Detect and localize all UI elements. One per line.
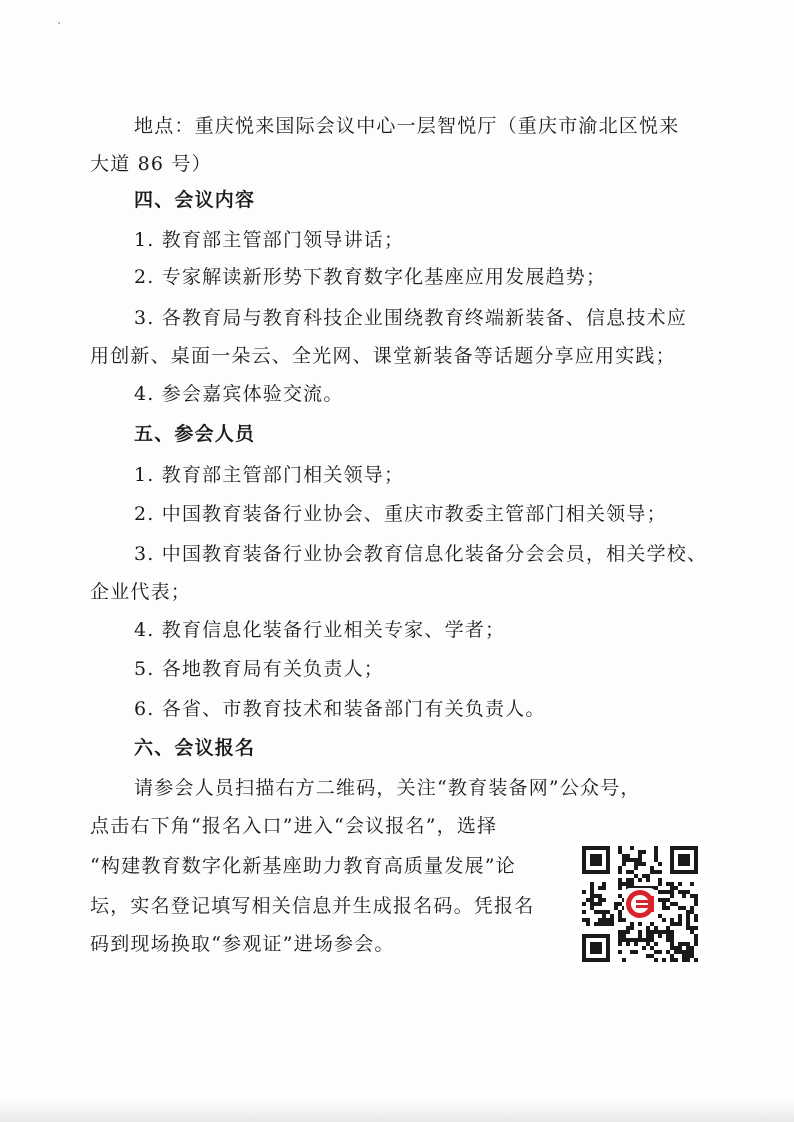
qr-module	[670, 930, 674, 934]
qr-module	[618, 878, 622, 882]
qr-module	[618, 918, 622, 922]
qr-code-icon	[578, 842, 702, 966]
qr-module	[626, 854, 630, 858]
qr-module	[610, 922, 614, 926]
qr-module	[582, 902, 586, 906]
qr-module	[694, 958, 698, 962]
qr-module	[582, 910, 586, 914]
qr-module	[598, 894, 602, 898]
qr-module	[670, 902, 674, 906]
qr-module	[690, 950, 694, 954]
qr-module	[606, 910, 610, 914]
qr-module	[646, 934, 650, 938]
section-6-line: “构建教育数字化新基座助力教育高质量发展”论	[90, 855, 516, 877]
qr-module	[678, 882, 682, 886]
qr-module	[634, 858, 638, 862]
qr-module	[590, 902, 594, 906]
qr-module	[638, 922, 642, 926]
qr-module	[630, 938, 634, 942]
qr-module	[666, 938, 670, 942]
qr-module	[618, 866, 622, 870]
qr-module	[666, 926, 670, 930]
qr-module	[590, 890, 594, 894]
qr-module	[602, 886, 606, 890]
qr-module	[602, 910, 606, 914]
qr-module	[626, 942, 630, 946]
qr-module	[622, 938, 626, 942]
qr-module	[650, 922, 654, 926]
location-line-2: 大道 86 号）	[90, 153, 212, 175]
qr-module	[642, 938, 646, 942]
qr-module	[682, 894, 686, 898]
qr-module	[674, 902, 678, 906]
qr-module	[690, 910, 694, 914]
section-5-heading: 五、参会人员	[134, 423, 256, 445]
qr-module	[626, 930, 630, 934]
qr-module	[594, 902, 598, 906]
qr-module	[670, 894, 674, 898]
location-line-1: 地点：重庆悦来国际会议中心一层智悦厅（重庆市渝北区悦来	[134, 115, 680, 137]
qr-module	[614, 902, 618, 906]
qr-module	[682, 942, 686, 946]
qr-module	[678, 942, 682, 946]
qr-module	[662, 930, 666, 934]
qr-module	[670, 938, 674, 942]
qr-module	[678, 906, 682, 910]
qr-module	[694, 926, 698, 930]
qr-module	[590, 906, 594, 910]
qr-module	[666, 950, 670, 954]
qr-module	[682, 954, 686, 958]
qr-module	[658, 898, 662, 902]
qr-module	[662, 890, 666, 894]
qr-module	[678, 890, 682, 894]
qr-module	[658, 930, 662, 934]
qr-module	[594, 910, 598, 914]
scan-speck	[58, 22, 60, 24]
qr-module	[682, 890, 686, 894]
qr-module	[686, 918, 690, 922]
qr-module	[658, 862, 662, 866]
qr-module	[674, 946, 678, 950]
qr-module	[662, 906, 666, 910]
section-4-item: 4. 参会嘉宾体验交流。	[134, 383, 344, 405]
qr-module	[662, 918, 666, 922]
qr-module	[650, 866, 654, 870]
qr-module	[618, 942, 622, 946]
qr-module	[602, 918, 606, 922]
qr-module	[686, 910, 690, 914]
qr-module	[622, 862, 626, 866]
qr-module	[606, 922, 610, 926]
qr-module	[638, 878, 642, 882]
qr-module	[630, 882, 634, 886]
section-5-item-continued: 企业代表；	[90, 581, 192, 603]
qr-module	[674, 922, 678, 926]
qr-module	[666, 882, 670, 886]
qr-module	[638, 854, 642, 858]
qr-module	[674, 950, 678, 954]
qr-module	[694, 942, 698, 946]
qr-module	[650, 934, 654, 938]
qr-module	[590, 882, 594, 886]
qr-module	[690, 930, 694, 934]
qr-module	[670, 934, 674, 938]
section-6-line: 请参会人员扫描右方二维码，关注“教育装备网”公众号，	[134, 777, 641, 799]
section-4-item: 2. 专家解读新形势下教育数字化基座应用发展趋势；	[134, 266, 607, 288]
qr-module	[682, 958, 686, 962]
qr-module	[634, 938, 638, 942]
qr-module	[598, 902, 602, 906]
section-4-item: 1. 教育部主管部门领导讲话；	[134, 229, 405, 251]
qr-module	[586, 918, 590, 922]
qr-module	[674, 958, 678, 962]
qr-module	[662, 958, 666, 962]
qr-module	[674, 886, 678, 890]
qr-module	[618, 846, 622, 850]
qr-module	[634, 942, 638, 946]
qr-module	[618, 886, 622, 890]
qr-module	[686, 954, 690, 958]
qr-module	[670, 922, 674, 926]
qr-module	[670, 890, 674, 894]
qr-module	[626, 938, 630, 942]
qr-module	[630, 870, 634, 874]
qr-module	[646, 954, 650, 958]
qr-module	[598, 886, 602, 890]
qr-module	[642, 862, 646, 866]
qr-module	[622, 858, 626, 862]
qr-module	[686, 914, 690, 918]
qr-module	[638, 858, 642, 862]
qr-module	[634, 862, 638, 866]
qr-module	[618, 950, 622, 954]
qr-module	[654, 942, 658, 946]
qr-module	[626, 926, 630, 930]
qr-module	[658, 890, 662, 894]
qr-module	[654, 850, 658, 854]
page-edge-shadow	[0, 1098, 794, 1122]
qr-module	[662, 898, 666, 902]
section-5-item: 1. 教育部主管部门相关领导；	[134, 464, 405, 486]
qr-module	[678, 914, 682, 918]
qr-module	[638, 850, 642, 854]
qr-module	[686, 890, 690, 894]
qr-module	[582, 918, 586, 922]
qr-module	[602, 922, 606, 926]
qr-module	[690, 954, 694, 958]
qr-module	[678, 922, 682, 926]
qr-module	[618, 938, 622, 942]
qr-module	[666, 934, 670, 938]
qr-module	[642, 946, 646, 950]
qr-module	[630, 846, 634, 850]
section-4-heading: 四、会议内容	[134, 189, 256, 211]
section-5-item: 4. 教育信息化装备行业相关专家、学者；	[134, 619, 506, 641]
qr-module	[658, 870, 662, 874]
qr-module	[598, 910, 602, 914]
qr-module	[670, 946, 674, 950]
qr-module	[646, 930, 650, 934]
section-6-line: 码到现场换取“参观证”进场参会。	[90, 933, 395, 955]
qr-module	[686, 950, 690, 954]
qr-module	[634, 874, 638, 878]
qr-module	[590, 894, 594, 898]
qr-module	[658, 878, 662, 882]
qr-module	[630, 926, 634, 930]
qr-module	[634, 866, 638, 870]
qr-module	[690, 946, 694, 950]
section-4-item-continued: 用创新、桌面一朵云、全光网、课堂新装备等话题分享应用实践；	[90, 345, 676, 367]
qr-module	[682, 950, 686, 954]
section-6-heading: 六、会议报名	[134, 737, 256, 759]
qr-module	[646, 938, 650, 942]
qr-module	[658, 950, 662, 954]
qr-module	[594, 894, 598, 898]
qr-module	[694, 898, 698, 902]
qr-module	[618, 882, 622, 886]
qr-module	[658, 934, 662, 938]
qr-module	[634, 950, 638, 954]
qr-module	[598, 898, 602, 902]
section-6-line: 点击右下角“报名入口”进入“会议报名”，选择	[90, 815, 498, 837]
qr-module	[694, 902, 698, 906]
qr-module	[610, 918, 614, 922]
qr-module	[694, 894, 698, 898]
qr-module	[638, 862, 642, 866]
section-6-line: 坛，实名登记填写相关信息并生成报名码。凭报名	[90, 895, 535, 917]
qr-module	[690, 926, 694, 930]
qr-module	[666, 906, 670, 910]
qr-module	[602, 882, 606, 886]
qr-module	[678, 918, 682, 922]
qr-module	[650, 930, 654, 934]
qr-module	[650, 870, 654, 874]
qr-module	[622, 930, 626, 934]
qr-module	[638, 930, 642, 934]
qr-module	[670, 942, 674, 946]
qr-module	[598, 922, 602, 926]
qr-module	[682, 906, 686, 910]
qr-module	[686, 958, 690, 962]
qr-module	[654, 926, 658, 930]
qr-module	[686, 926, 690, 930]
qr-module	[666, 930, 670, 934]
qr-module	[670, 918, 674, 922]
qr-module	[606, 918, 610, 922]
qr-module	[622, 854, 626, 858]
qr-module	[582, 890, 586, 894]
qr-module	[622, 882, 626, 886]
qr-module	[678, 950, 682, 954]
qr-module	[670, 882, 674, 886]
qr-module	[690, 894, 694, 898]
qr-module	[694, 918, 698, 922]
qr-module	[654, 854, 658, 858]
qr-module	[654, 858, 658, 862]
qr-module	[610, 914, 614, 918]
qr-module	[586, 898, 590, 902]
qr-module	[666, 890, 670, 894]
qr-module	[594, 922, 598, 926]
qr-module	[618, 902, 622, 906]
qr-module	[618, 914, 622, 918]
qr-module	[598, 918, 602, 922]
qr-module	[650, 938, 654, 942]
qr-module	[694, 914, 698, 918]
section-5-item: 2. 中国教育装备行业协会、重庆市教委主管部门相关领导；	[134, 503, 667, 525]
qr-module	[618, 934, 622, 938]
qr-module	[654, 886, 658, 890]
section-5-item: 5. 各地教育局有关负责人；	[134, 658, 384, 680]
qr-module	[662, 902, 666, 906]
qr-module	[646, 874, 650, 878]
qr-module	[590, 898, 594, 902]
qr-module	[626, 858, 630, 862]
qr-module	[686, 922, 690, 926]
qr-module	[626, 878, 630, 882]
qr-module	[694, 938, 698, 942]
qr-module	[618, 910, 622, 914]
qr-module	[630, 878, 634, 882]
qr-module	[654, 950, 658, 954]
qr-module	[694, 934, 698, 938]
section-5-item: 3. 中国教育装备行业协会教育信息化装备分会会员，相关学校、	[134, 543, 708, 565]
qr-module	[618, 850, 622, 854]
qr-module	[646, 942, 650, 946]
qr-module	[654, 958, 658, 962]
qr-module	[638, 938, 642, 942]
qr-module	[626, 870, 630, 874]
qr-module	[658, 914, 662, 918]
qr-module	[646, 926, 650, 930]
qr-module	[642, 874, 646, 878]
qr-module	[650, 946, 654, 950]
qr-module	[638, 934, 642, 938]
qr-module	[630, 950, 634, 954]
qr-module	[686, 946, 690, 950]
qr-module	[622, 918, 626, 922]
qr-module	[618, 894, 622, 898]
qr-module	[670, 886, 674, 890]
qr-module	[658, 882, 662, 886]
qr-module	[618, 930, 622, 934]
qr-module	[614, 906, 618, 910]
qr-module	[650, 954, 654, 958]
qr-module	[626, 882, 630, 886]
qr-module	[590, 886, 594, 890]
qr-module	[678, 946, 682, 950]
qr-module	[602, 914, 606, 918]
qr-module	[654, 930, 658, 934]
qr-module	[622, 958, 626, 962]
qr-module	[670, 958, 674, 962]
qr-module	[602, 898, 606, 902]
qr-module	[586, 922, 590, 926]
qr-module	[654, 870, 658, 874]
qr-logo	[624, 888, 656, 920]
qr-module	[690, 906, 694, 910]
qr-module	[654, 846, 658, 850]
section-4-item: 3. 各教育局与教育科技企业围绕教育终端新装备、信息技术应	[134, 307, 687, 329]
qr-module	[642, 850, 646, 854]
qr-module	[666, 898, 670, 902]
qr-module	[646, 878, 650, 882]
qr-module	[630, 858, 634, 862]
qr-module	[670, 954, 674, 958]
qr-module	[630, 922, 634, 926]
qr-module	[618, 870, 622, 874]
section-5-item: 6. 各省、市教育技术和装备部门有关负责人。	[134, 698, 546, 720]
qr-module	[686, 942, 690, 946]
qr-module	[622, 934, 626, 938]
qr-module	[690, 882, 694, 886]
